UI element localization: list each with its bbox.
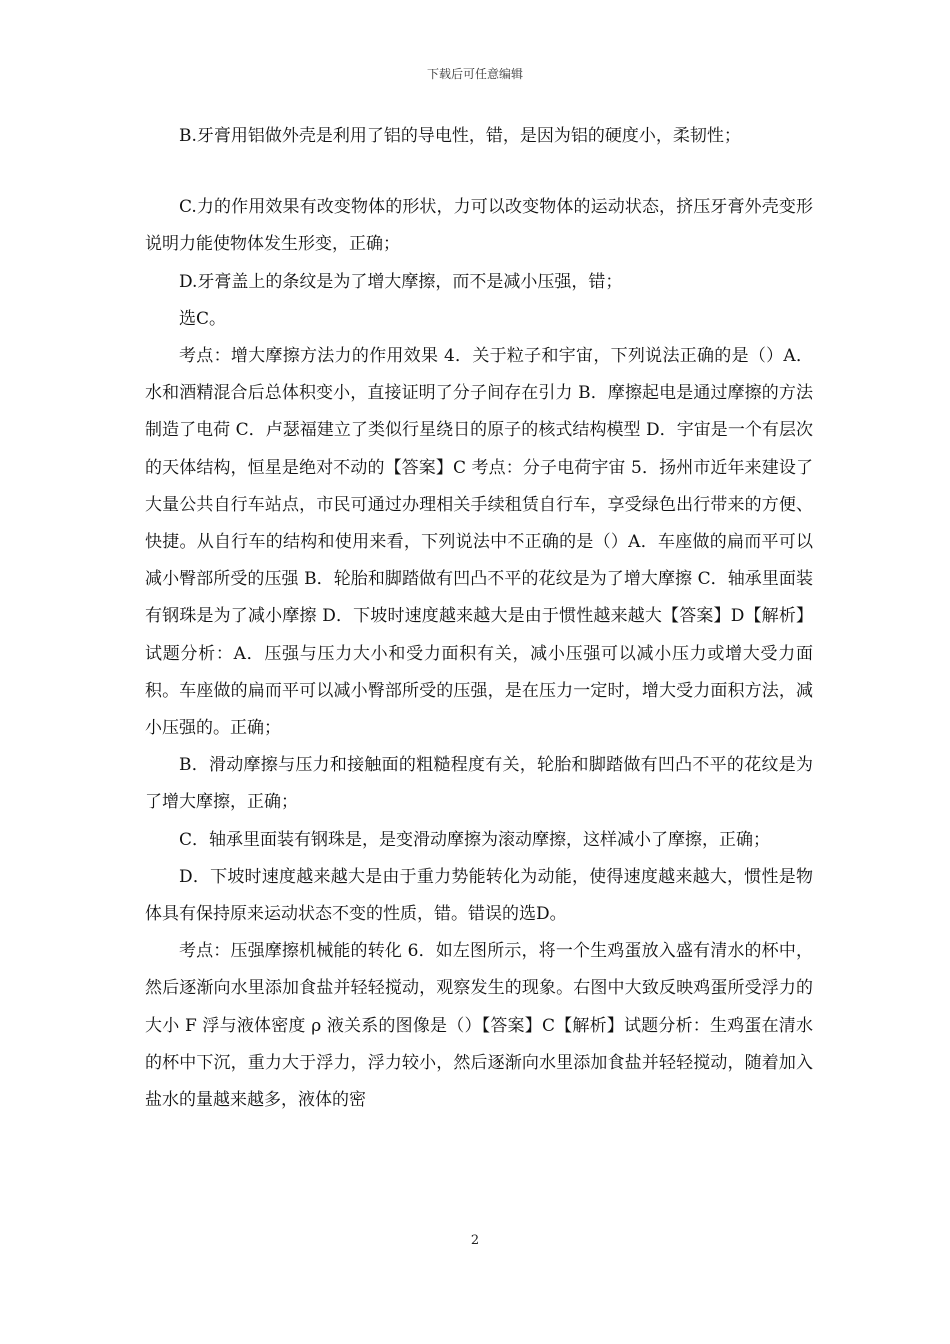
page-header: 下载后可任意编辑 (426, 67, 523, 81)
paragraph-b-tire-friction: B．滑动摩擦与压力和接触面的粗糙程度有关，轮胎和脚踏做有凹凸不平的花纹是为了增大摩擦，正确； (145, 755, 813, 813)
paragraph-questions-4-5: 考点：增大摩擦方法力的作用效果 4．关于粒子和宇宙，下列说法正确的是（）A．水和酒精混合后总体积变小，直接证明了分子间存在引力 B．摩擦起电是通过摩擦的方法制造了电荷 C．卢瑟福建立了类似行星绕日的原子的核式结构模型 D．宇宙是一个有层次的天体结构，恒星是绝对不动的【答案】C 考点：分子电荷宇宙 5．扬州市近年来建设了大量公共自行车站点，市民可通过办理相关手续租赁自行车，享受绿色出行带来的方便、快捷。从自行车的结构和使用来看，下列说法中不正确的是（）A．车座做的扁而平可以减小臀部所受的压强 B．轮胎和脚踏做有凹凸不平的花纹是为了增大摩擦 C．轴承里面装有钢珠是为了减小摩擦 D．下坡时速度越来越大是由于惯性越来越大【答案】D【解析】试题分析：A．压强与压力大小和受力面积有关，减小压强可以减小压力或增大受力面积。车座做的扁而平可以减小臀部所受的压强，是在压力一定时，增大受力面积方法，减小压强的。正确； (145, 346, 813, 739)
paragraph-answer-c: 选C。 (179, 308, 227, 329)
paragraph-b-toothpaste-aluminum: B.牙膏用铝做外壳是利用了铝的导电性，错，是因为铝的硬度小，柔韧性； (179, 126, 741, 146)
paragraph-gap (145, 155, 813, 189)
paragraph-d-downhill-speed: D．下坡时速度越来越大是由于重力势能转化为动能，使得速度越来越大，惯性是物体具有保持原来运动状态不变的性质，错。错误的选D。 (145, 866, 813, 925)
page-number: 2 (470, 1233, 480, 1248)
paragraph-question-6: 考点：压强摩擦机械能的转化 6．如左图所示，将一个生鸡蛋放入盛有清水的杯中，然后逐渐向水里添加食盐并轻轻搅动，观察发生的现象。右图中大致反映鸡蛋所受浮力的大小 F 浮与液体密度 ρ 液关系的图像是（）【答案】C【解析】试题分析：生鸡蛋在清水的杯中下沉，重力大于浮力，浮力较小，然后逐渐向水里添加食盐并轻轻搅动，随着加入盐水的量越来越多，液体的密 (145, 941, 813, 1111)
paragraph-c-bearing-balls: C．轴承里面装有钢珠是，是变滑动摩擦为滚动摩擦，这样减小了摩擦，正确； (179, 829, 771, 850)
paragraph-c-force-effect: C.力的作用效果有改变物体的形状，力可以改变物体的运动状态，挤压牙膏外壳变形说明力能使物体发生形变，正确； (145, 197, 813, 255)
paragraph-d-cap-stripes: D.牙膏盖上的条纹是为了增大摩擦，而不是减小压强，错； (179, 271, 623, 292)
document-body (145, 118, 813, 1119)
